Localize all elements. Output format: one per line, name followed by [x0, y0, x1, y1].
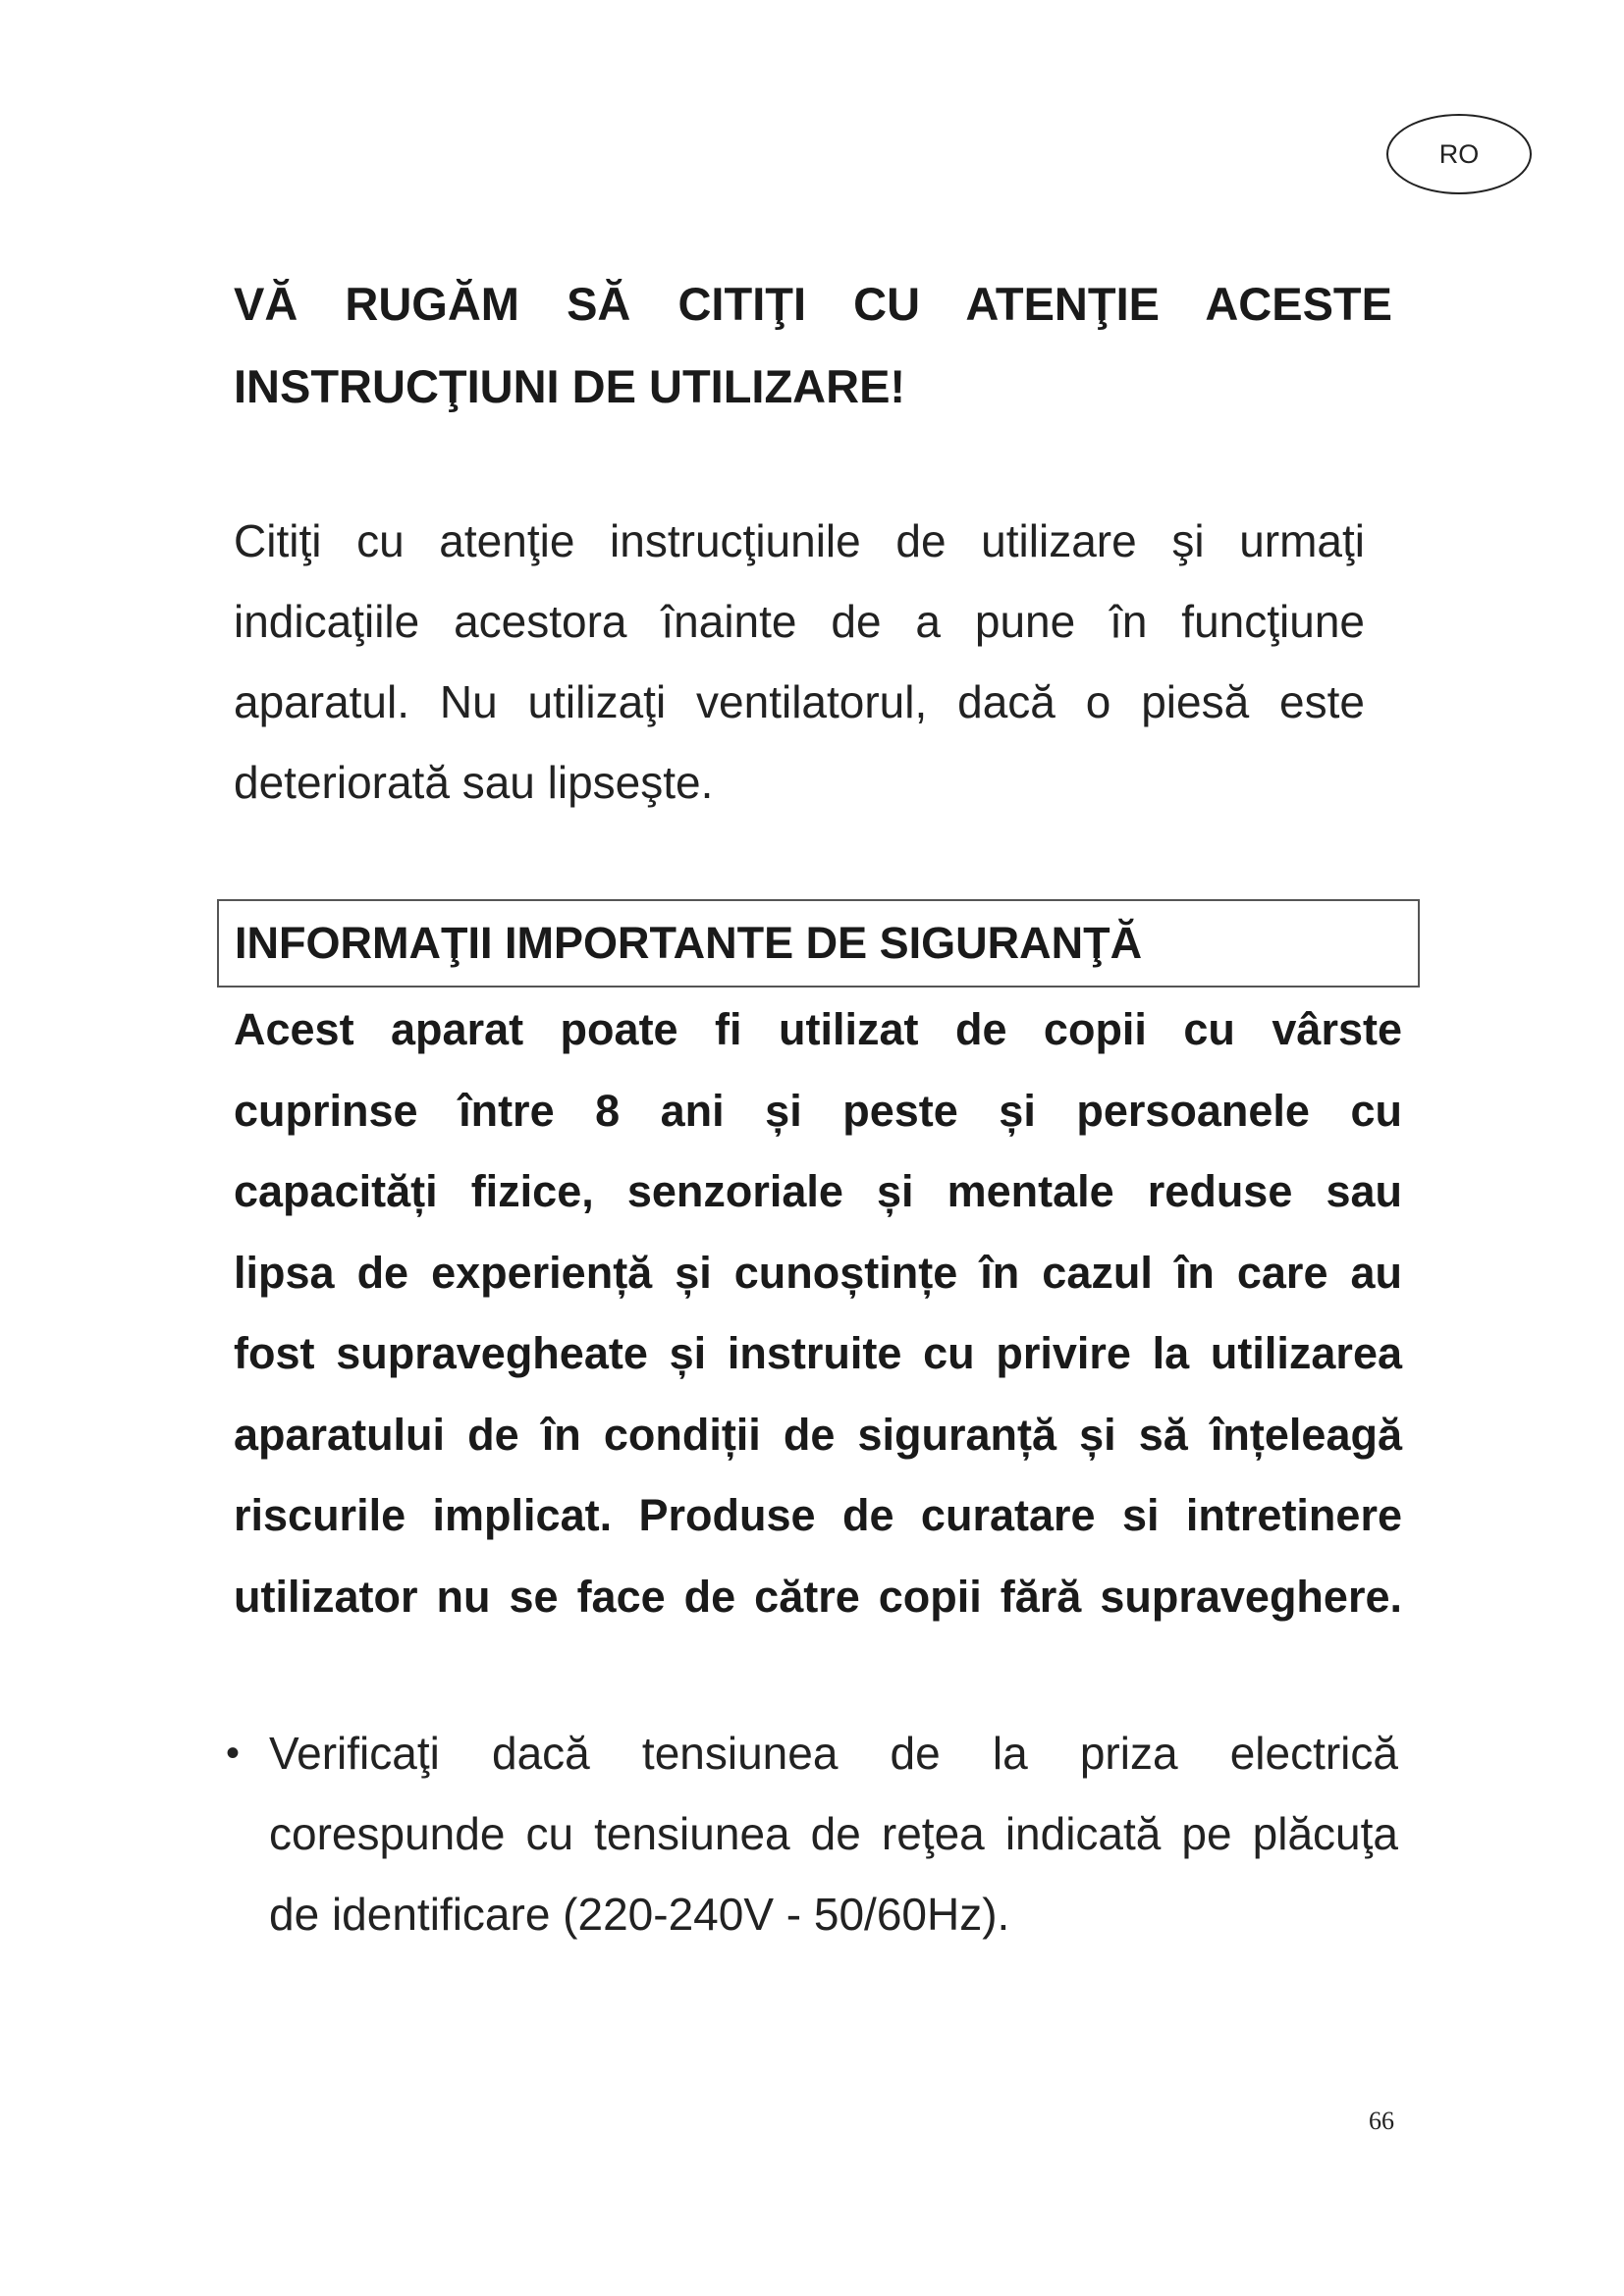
- intro-paragraph: [234, 501, 1365, 823]
- intro-line: aparatul. Nu utilizaţi ventilatorul, dacă o piesă este: [234, 676, 1365, 727]
- bullet-text: [269, 1713, 1398, 1954]
- safety-line: lipsa de experiență și cunoștințe în cazul în care au: [234, 1247, 1402, 1298]
- bullet-icon: •: [226, 1732, 241, 1775]
- safety-line: cuprinse între 8 ani și peste și persoanele cu: [234, 1085, 1402, 1136]
- title-line-1: VĂ RUGĂM SĂ CITIŢI CU ATENŢIE ACESTE: [234, 278, 1392, 330]
- safety-line: aparatului de în condiții de siguranță și să înțeleagă: [234, 1409, 1402, 1460]
- safety-section-header: INFORMAŢII IMPORTANTE DE SIGURANŢĂ: [217, 899, 1420, 988]
- intro-line: deteriorată sau lipseşte.: [234, 757, 714, 808]
- safety-line: riscurile implicat. Produse de curatare si intretinere: [234, 1490, 1402, 1540]
- safety-line: Acest aparat poate fi utilizat de copii cu vârste: [234, 1004, 1402, 1054]
- safety-line: utilizator nu se face de către copii fără supraveghere.: [234, 1571, 1402, 1622]
- bullet-line: corespunde cu tensiunea de reţea indicată pe plăcuţa: [269, 1808, 1398, 1859]
- intro-line: indicaţiile acestora înainte de a pune în funcţiune: [234, 596, 1365, 647]
- safety-paragraph: [234, 989, 1402, 1637]
- language-badge: RO: [1386, 114, 1532, 194]
- page-number: 66: [1369, 2107, 1394, 2135]
- intro-line: Citiţi cu atenţie instrucţiunile de utilizare şi urmaţi: [234, 515, 1365, 566]
- bullet-line: de identificare (220-240V - 50/60Hz).: [269, 1889, 1010, 1940]
- title-line-2: INSTRUCŢIUNI DE UTILIZARE!: [234, 360, 906, 412]
- safety-line: capacități fizice, senzoriale și mentale reduse sau: [234, 1166, 1402, 1216]
- safety-line: fost supravegheate și instruite cu privire la utilizarea: [234, 1328, 1402, 1378]
- bullet-line: Verificaţi dacă tensiunea de la priza electrică: [269, 1728, 1398, 1779]
- page-title: [234, 263, 1392, 428]
